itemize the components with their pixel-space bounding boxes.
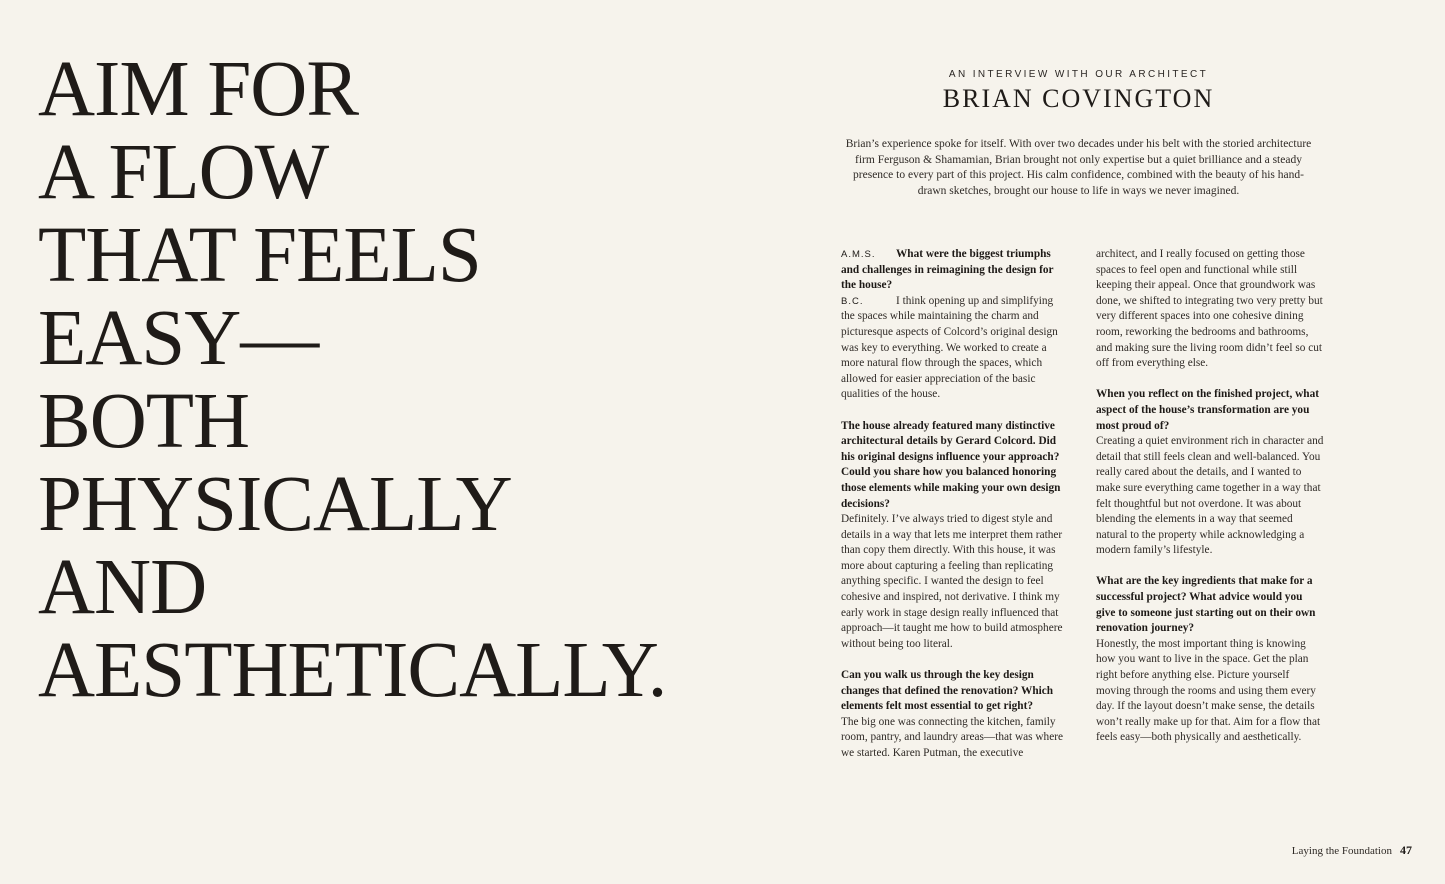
interview-column-right <box>1096 247 1324 746</box>
pull-quote-line: AIM FOR <box>38 46 359 133</box>
question-5: What are the key ingredients that make for a successful project? What advice would you give to someone just starting out on their own renovation journey? <box>1096 575 1316 635</box>
answer-3-part-2: architect, and I really focused on getting those spaces to feel open and functional while still keeping their appeal. Once that groundwork was done, we shifted to integrating two very pretty but very different spaces into one cohesive dining room, reworking the bedrooms and bathrooms, and making sure the living room didn’t feel so cut off from everything else. <box>1096 248 1323 370</box>
question-2: The house already featured many distinctive architectural details by Gerard Colcord. Did his original designs influence your approach? Could you share how you balanced honoring those elements while making your own design decisions? <box>841 419 1061 510</box>
pull-quote-line: THAT FEELS <box>38 212 481 299</box>
question-4: When you reflect on the finished project, what aspect of the house’s transformation are you most proud of? <box>1096 388 1319 432</box>
answer-text: I think opening up and simplifying the spaces while maintaining the charm and picturesque aspects of Colcord’s original design was key to everything. We worked to create a more natural flow through the spaces, which allowed for easier appreciation of the basic qualities of the house. <box>841 294 1058 401</box>
answer-3-part-1: The big one was connecting the kitchen, family room, pantry, and laundry areas—that was where we started. Karen Putman, the executive <box>841 715 1063 759</box>
pull-quote-line: BOTH <box>38 378 250 465</box>
page-number: 47 <box>1400 843 1412 857</box>
respondent-tag: B.C. <box>841 295 864 307</box>
question-3: Can you walk us through the key design changes that defined the renovation? Which elements felt most essential to get right? <box>841 669 1054 713</box>
intro-paragraph: Brian’s experience spoke for itself. With over two decades under his belt with the storied architecture firm Ferguson & Shamamian, Brian brought not only expertise but a quiet brilliance and a steady presence to every part of this project. His calm confidence, combined with the beauty of his hand-drawn sketches, brought our house to life in ways we never imagined. <box>845 138 1312 197</box>
pull-quote-line: EASY— <box>38 295 319 382</box>
section-kicker: AN INTERVIEW WITH OUR ARCHITECT <box>948 69 1209 80</box>
pull-quote-line: A FLOW <box>38 129 329 216</box>
interviewee-name: BRIAN COVINGTON <box>942 84 1215 113</box>
question-text: What were the biggest triumphs and challenges in reimagining the design for the house? <box>841 248 1054 292</box>
answer-5: Honestly, the most important thing is knowing how you want to live in the space. Get the plan right before anything else. Picture yourself moving through the rooms and using them every day. If the layout doesn’t make sense, the details won’t really make up for that. Aim for a flow that feels easy—both physically and aesthetically. <box>1096 637 1321 744</box>
interviewer-tag: A.M.S. <box>841 249 876 260</box>
interview-column-left <box>841 247 1069 762</box>
section-title: Laying the Foundation <box>1291 845 1392 857</box>
answer-1 <box>841 294 1069 403</box>
answer-2: Definitely. I’ve always tried to digest style and details in a way that lets me interpret them rather than copy them directly. With this house, it was more about capturing a feeling than replicating anything specific. I wanted the design to feel cohesive and inspired, not derivative. I think my early work in stage design really influenced that approach—it taught me how to build atmosphere without being too literal. <box>841 513 1063 650</box>
pull-quote-line: AESTHETICALLY. <box>38 627 667 714</box>
pull-quote-line: PHYSICALLY <box>38 461 512 548</box>
pull-quote-line: AND <box>38 544 207 631</box>
page-footer <box>1292 843 1412 858</box>
question-1 <box>841 247 1069 294</box>
pull-quote <box>38 48 698 712</box>
answer-4: Creating a quiet environment rich in character and detail that still feels clean and well-balanced. You really cared about the details, and I wanted to make sure everything came together in a way that felt thoughtful but not overdone. It was about blending the elements in a way that seemed natural to the property while acknowledging a modern family’s lifestyle. <box>1096 435 1324 557</box>
